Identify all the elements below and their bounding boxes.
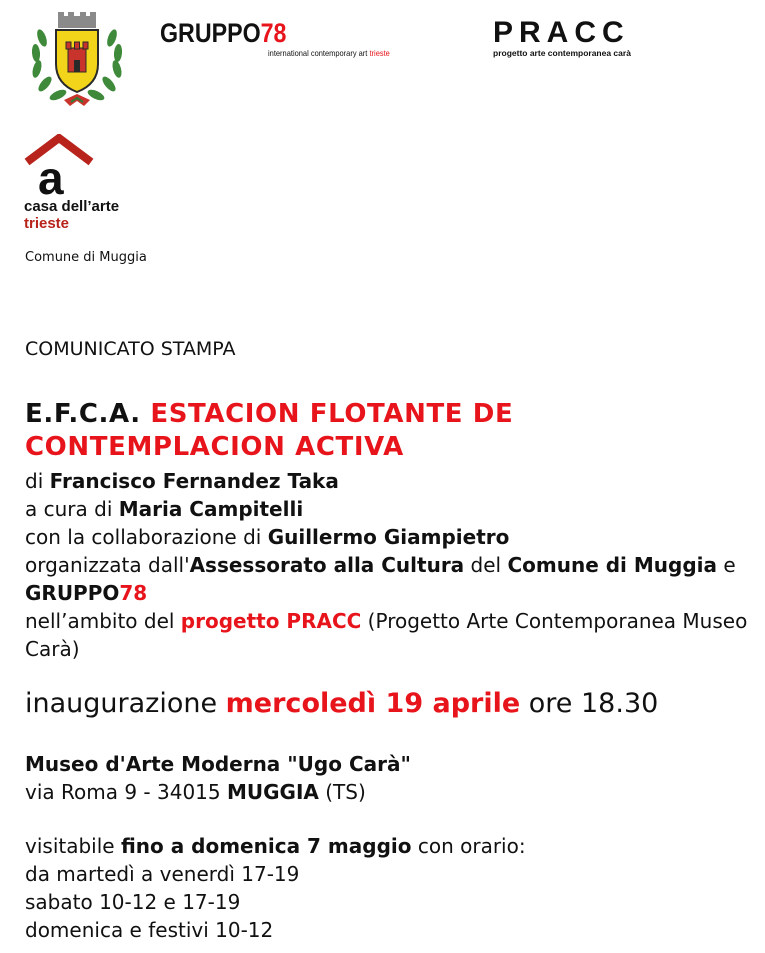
hours-sunday: domenica e festivi 10-12 bbox=[25, 918, 274, 942]
organizer-prefix: organizzata dall' bbox=[25, 553, 190, 577]
venue-city: MUGGIA bbox=[226, 780, 319, 804]
gruppo78-logo-number: 78 bbox=[260, 18, 287, 48]
opening-hours-block bbox=[25, 832, 526, 944]
exhibition-title bbox=[25, 398, 725, 464]
casa-dell-arte-logo-name: casa dell’arte bbox=[24, 198, 120, 215]
curator-prefix: a cura di bbox=[25, 497, 119, 521]
organizer-gruppo-word: GRUPPO bbox=[25, 581, 120, 605]
venue-name: Museo d'Arte Moderna "Ugo Carà" bbox=[25, 752, 411, 776]
organizer-assessorato: Assessorato alla Cultura bbox=[189, 553, 465, 577]
hours-intro-prefix: visitabile bbox=[25, 834, 121, 858]
inauguration-time: ore 18.30 bbox=[520, 688, 659, 719]
venue-province: (TS) bbox=[318, 780, 366, 804]
hours-until-date: fino a domenica 7 maggio bbox=[120, 834, 412, 858]
artist-line bbox=[25, 467, 755, 495]
organizer-line bbox=[25, 551, 755, 607]
pracc-logo-subtitle: progetto arte contemporanea carà bbox=[493, 48, 631, 58]
hours-intro bbox=[25, 832, 526, 860]
hours-intro-suffix: con orario: bbox=[411, 834, 526, 858]
press-release-label: COMUNICATO STAMPA bbox=[25, 338, 236, 360]
gruppo78-logo-subtitle: international contemporary art bbox=[268, 48, 368, 58]
comune-crest-logo bbox=[24, 8, 130, 110]
artist-prefix: di bbox=[25, 469, 50, 493]
inauguration-prefix: inaugurazione bbox=[25, 688, 226, 719]
project-name: progetto PRACC bbox=[180, 609, 362, 633]
gruppo78-logo-city: trieste bbox=[369, 48, 390, 58]
gruppo78-logo bbox=[160, 18, 410, 62]
organizer-and: e bbox=[717, 553, 736, 577]
exhibition-details bbox=[25, 467, 755, 663]
collaboration-prefix: con la collaborazione di bbox=[25, 525, 268, 549]
project-description: (Progetto Arte Contemporanea Museo Carà) bbox=[25, 609, 748, 661]
organizer-gruppo-number: 78 bbox=[119, 581, 148, 605]
gruppo78-logo-word: GRUPPO bbox=[160, 18, 261, 48]
curator-name: Maria Campitelli bbox=[118, 497, 304, 521]
casa-dell-arte-logo bbox=[24, 134, 164, 234]
organizer-connector: del bbox=[464, 553, 508, 577]
project-line bbox=[25, 607, 755, 663]
exhibition-title-acronym: E.F.C.A. bbox=[25, 399, 141, 429]
venue-address bbox=[25, 778, 411, 806]
comune-label: Comune di Muggia bbox=[25, 250, 147, 265]
pracc-logo-word: PRACC bbox=[493, 16, 630, 49]
project-prefix: nell’ambito del bbox=[25, 609, 181, 633]
inauguration-line bbox=[25, 688, 658, 719]
venue-street: via Roma 9 - 34015 bbox=[25, 780, 227, 804]
casa-dell-arte-logo-city: trieste bbox=[24, 215, 70, 232]
organizer-gruppo bbox=[25, 581, 147, 605]
collaboration-line bbox=[25, 523, 755, 551]
inauguration-date: mercoledì 19 aprile bbox=[225, 688, 521, 719]
curator-line bbox=[25, 495, 755, 523]
organizer-comune: Comune di Muggia bbox=[507, 553, 717, 577]
hours-weekdays: da martedì a venerdì 17-19 bbox=[25, 862, 300, 886]
artist-name: Francisco Fernandez Taka bbox=[49, 469, 339, 493]
exhibition-title-main: ESTACION FLOTANTE DE CONTEMPLACION ACTIVA bbox=[25, 399, 514, 462]
hours-saturday: sabato 10-12 e 17-19 bbox=[25, 890, 241, 914]
casa-dell-arte-mark-icon bbox=[24, 134, 94, 196]
venue-block bbox=[25, 750, 411, 806]
collaborator-name: Guillermo Giampietro bbox=[267, 525, 510, 549]
pracc-logo bbox=[493, 16, 653, 64]
svg-text:a: a bbox=[38, 152, 64, 196]
